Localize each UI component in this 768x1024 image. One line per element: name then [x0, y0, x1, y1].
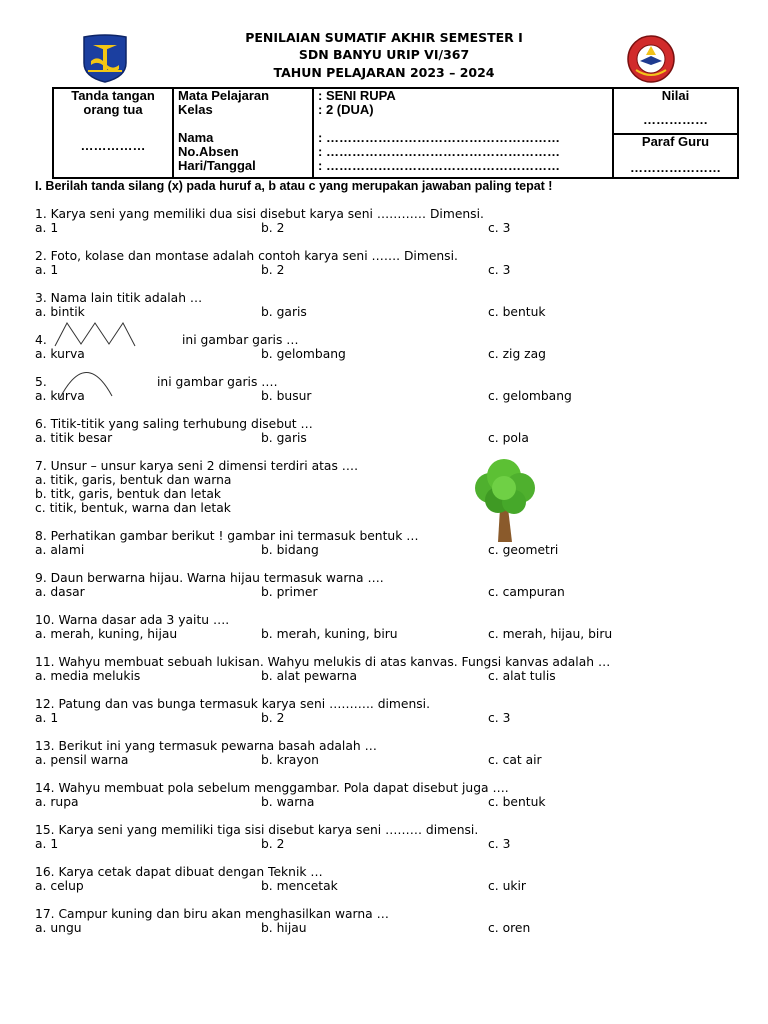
option-b[interactable]: b. krayon — [261, 753, 319, 767]
school-badge-logo-icon — [626, 34, 676, 84]
field-labels-cell — [173, 88, 313, 178]
option-a[interactable]: a. alami — [35, 543, 85, 557]
teacher-signature-dots: ………………… — [630, 160, 721, 175]
instruction-text: I. Berilah tanda silang (x) pada huruf a, b atau c yang merupakan jawaban paling tepat ! — [35, 179, 553, 193]
question-4-tail: ini gambar garis … — [182, 333, 299, 347]
option-a[interactable]: a. media melukis — [35, 669, 141, 683]
date-field[interactable]: : ……………………………………………… — [318, 158, 560, 173]
option-b[interactable]: b. 2 — [261, 711, 285, 725]
option-a[interactable]: a. 1 — [35, 221, 59, 235]
option-a[interactable]: a. ungu — [35, 921, 82, 935]
option-b[interactable]: b. garis — [261, 305, 307, 319]
score-label: Nilai — [661, 88, 690, 103]
name-label: Nama — [178, 130, 214, 145]
option-c[interactable]: c. campuran — [488, 585, 565, 599]
option-c[interactable]: c. pola — [488, 431, 529, 445]
option-c[interactable]: c. bentuk — [488, 795, 546, 809]
option-c[interactable]: c. oren — [488, 921, 531, 935]
question-6: 6. Titik-titik yang saling terhubung disebut … — [35, 417, 313, 431]
option-c[interactable]: c. merah, hijau, biru — [488, 627, 613, 641]
option-b[interactable]: b. primer — [261, 585, 318, 599]
absen-field[interactable]: : ……………………………………………… — [318, 144, 560, 159]
option-c[interactable]: c. gelombang — [488, 389, 572, 403]
question-12: 12. Patung dan vas bunga termasuk karya seni ……….. dimensi. — [35, 697, 430, 711]
date-label: Hari/Tanggal — [178, 158, 256, 173]
option-a[interactable]: a. merah, kuning, hijau — [35, 627, 178, 641]
option-a[interactable]: a. titik, garis, bentuk dan warna — [35, 473, 232, 487]
header-line-1: PENILAIAN SUMATIF AKHIR SEMESTER I — [245, 30, 523, 45]
question-3: 3. Nama lain titik adalah … — [35, 291, 203, 305]
option-c[interactable]: c. 3 — [488, 837, 511, 851]
parent-label-2: orang tua — [83, 102, 143, 117]
header-line-2: SDN BANYU URIP VI/367 — [298, 47, 470, 62]
question-8: 8. Perhatikan gambar berikut ! gambar ini termasuk bentuk … — [35, 529, 419, 543]
question-13: 13. Berikut ini yang termasuk pewarna basah adalah … — [35, 739, 377, 753]
option-c[interactable]: c. cat air — [488, 753, 542, 767]
option-a[interactable]: a. rupa — [35, 795, 79, 809]
zigzag-line-icon — [53, 320, 137, 348]
option-a[interactable]: a. titik besar — [35, 431, 113, 445]
option-b[interactable]: b. 2 — [261, 837, 285, 851]
option-c[interactable]: c. ukir — [488, 879, 526, 893]
class-label: Kelas — [178, 102, 213, 117]
question-10: 10. Warna dasar ada 3 yaitu …. — [35, 613, 230, 627]
option-b[interactable]: b. alat pewarna — [261, 669, 357, 683]
option-c[interactable]: c. 3 — [488, 221, 511, 235]
subject-value: : SENI RUPA — [318, 88, 396, 103]
option-b[interactable]: b. garis — [261, 431, 307, 445]
option-b[interactable]: b. gelombang — [261, 347, 346, 361]
option-a[interactable]: a. kurva — [35, 347, 85, 361]
parent-signature-cell[interactable] — [53, 88, 173, 178]
option-c[interactable]: c. 3 — [488, 711, 511, 725]
option-a[interactable]: a. pensil warna — [35, 753, 129, 767]
city-crest-logo-icon — [80, 33, 130, 83]
option-a[interactable]: a. celup — [35, 879, 84, 893]
question-5: 5. — [35, 375, 47, 389]
score-cell[interactable] — [613, 88, 738, 134]
field-values-cell[interactable] — [313, 88, 613, 178]
class-value: : 2 (DUA) — [318, 102, 374, 117]
question-2: 2. Foto, kolase dan montase adalah contoh karya seni ……. Dimensi. — [35, 249, 458, 263]
option-c[interactable]: c. zig zag — [488, 347, 546, 361]
question-15: 15. Karya seni yang memiliki tiga sisi disebut karya seni ……… dimensi. — [35, 823, 479, 837]
question-5-tail: ini gambar garis …. — [157, 375, 278, 389]
option-b[interactable]: b. 2 — [261, 221, 285, 235]
teacher-label: Paraf Guru — [641, 134, 710, 149]
option-a[interactable]: a. 1 — [35, 263, 59, 277]
name-field[interactable]: : ……………………………………………… — [318, 130, 560, 145]
option-a[interactable]: a. kurva — [35, 389, 85, 403]
question-9: 9. Daun berwarna hijau. Warna hijau termasuk warna …. — [35, 571, 384, 585]
teacher-signature-cell[interactable] — [613, 134, 738, 178]
option-a[interactable]: a. dasar — [35, 585, 85, 599]
parent-label-1: Tanda tangan — [71, 88, 155, 103]
option-b[interactable]: b. bidang — [261, 543, 319, 557]
option-b[interactable]: b. mencetak — [261, 879, 338, 893]
question-1: 1. Karya seni yang memiliki dua sisi disebut karya seni ………… Dimensi. — [35, 207, 484, 221]
question-14: 14. Wahyu membuat pola sebelum menggambar. Pola dapat disebut juga …. — [35, 781, 509, 795]
score-dots: …………… — [643, 112, 708, 127]
option-c[interactable]: c. geometri — [488, 543, 559, 557]
absen-label: No.Absen — [178, 144, 239, 159]
parent-signature-dots: …………… — [80, 138, 146, 153]
option-a[interactable]: a. 1 — [35, 837, 59, 851]
header-line-3: TAHUN PELAJARAN 2023 – 2024 — [273, 65, 495, 80]
option-a[interactable]: a. 1 — [35, 711, 59, 725]
option-b[interactable]: b. warna — [261, 795, 315, 809]
option-c[interactable]: c. 3 — [488, 263, 511, 277]
question-4: 4. — [35, 333, 47, 347]
option-c[interactable]: c. titik, bentuk, warna dan letak — [35, 501, 231, 515]
question-11: 11. Wahyu membuat sebuah lukisan. Wahyu melukis di atas kanvas. Fungsi kanvas adalah … — [35, 655, 611, 669]
option-b[interactable]: b. 2 — [261, 263, 285, 277]
question-17: 17. Campur kuning dan biru akan menghasilkan warna … — [35, 907, 389, 921]
option-b[interactable]: b. busur — [261, 389, 312, 403]
subject-label: Mata Pelajaran — [178, 88, 270, 103]
option-b[interactable]: b. hijau — [261, 921, 307, 935]
student-info-table — [52, 87, 739, 179]
option-c[interactable]: c. alat tulis — [488, 669, 556, 683]
option-c[interactable]: c. bentuk — [488, 305, 546, 319]
option-a[interactable]: a. bintik — [35, 305, 85, 319]
option-b[interactable]: b. titk, garis, bentuk dan letak — [35, 487, 221, 501]
option-b[interactable]: b. merah, kuning, biru — [261, 627, 398, 641]
question-16: 16. Karya cetak dapat dibuat dengan Teknik … — [35, 865, 323, 879]
question-7: 7. Unsur – unsur karya seni 2 dimensi terdiri atas …. — [35, 459, 358, 473]
